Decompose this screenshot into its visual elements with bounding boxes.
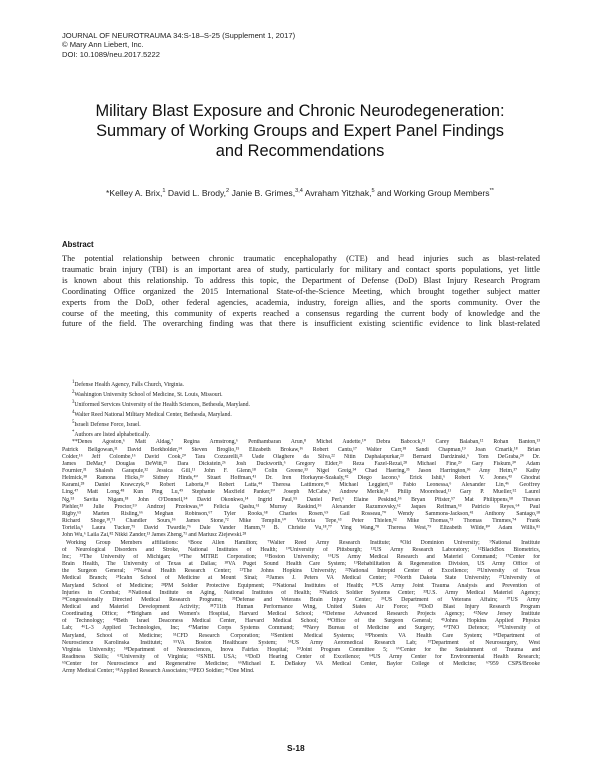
working-group-members-line: Ling,⁴⁷ Matt Long,⁴⁸ Kun Ping Lu,⁴⁹ Stephanie Maxfield Panker,⁵⁰ Joseph McCabe,⁶ Andrew Merkle,⁵¹ Philip Moorehead,¹¹ Gary P. Mueller,⁵² Laurel bbox=[62, 489, 540, 496]
author-name: Kelley A. Brix, bbox=[109, 188, 163, 198]
affiliation-footnote: $^5$Israeli Defense Force, Israel. bbox=[72, 420, 141, 429]
author-affiliation: 2 bbox=[226, 188, 230, 194]
author-affiliation: 5 bbox=[371, 188, 375, 194]
journal-citation: JOURNAL OF NEUROTRAUMA 34:S-18–S-25 (Supplement 1, 2017) bbox=[62, 31, 296, 40]
abstract-line: is known about this relationship. To address this topic, the Department of Defense (DoD) Blast Injury Research Program bbox=[62, 275, 540, 285]
copyright-line: © Mary Ann Liebert, Inc. bbox=[62, 40, 144, 50]
working-group-affiliations-line: Working Group Members affiliations: ⁶Booz Allen Hamilton; ⁷Walter Reed Army Research Institute; ⁸Old Dominion University; ⁹National Institute bbox=[66, 539, 540, 546]
working-group-affiliations-line: Readiness Skills; ⁶¹University of Virginia; ⁶²SNBL USA; ⁶³DoD Hearing Center of Excellence; ⁶⁴US Army Center for Environmental Health Research; bbox=[62, 654, 540, 661]
working-group-affiliations-line: Army Medical Center; ⁶⁸Applied Research Associates; ⁶⁹PEO Soldier; ⁷⁰One Mind. bbox=[62, 668, 255, 675]
working-group-affiliations-line: Virginia University; ⁵⁸Department of Neurosciences, Inova Fairfax Hospital; ⁵⁹Joint Program Committee 5; ⁶⁰Center for the Sustainment of Trauma and bbox=[62, 646, 540, 653]
author-marker: * bbox=[106, 188, 110, 198]
working-group-members-line: Rigby,⁶⁵ Marten Risling,⁶⁶ Meghan Robinson,⁶⁷ Tyler Rooks,⁶⁸ Charles Rosen,⁶⁹ Gail Rosseau,⁷⁰ Wendy Sammons-Jackson,⁴¹ Anthony Santago,¹⁸ bbox=[62, 510, 540, 517]
title-line-2: Summary of Working Groups and Expert Panel Findings bbox=[96, 122, 504, 140]
affiliation-footnote: $^2$Washington University School of Medicine, St. Louis, Missouri. bbox=[72, 390, 223, 398]
doi-line[interactable]: DOI: 10.1089/neu.2017.5222 bbox=[62, 49, 160, 59]
title-line-1: Military Blast Exposure and Chronic Neurodegeneration: bbox=[95, 102, 505, 120]
working-group-affiliations-line: of Technology; ⁴³Beth Israel Deaconess Medical Center, Harvard Medical School; ⁴⁴Office of the Surgeon General; ⁴⁵Johns Hopkins Applied Physics bbox=[62, 618, 540, 625]
author-name: Avraham Yitzhak, bbox=[304, 188, 372, 198]
affiliation-footnote: $^1$Defense Health Agency, Falls Church, Virginia. bbox=[72, 380, 184, 388]
abstract-body bbox=[62, 254, 540, 330]
article-title bbox=[40, 101, 560, 161]
abstract-line: course of the meeting, this community of experts reached a consensus regarding the current body of knowledge and the bbox=[62, 308, 540, 318]
abstract-line: traumatic brain injury (TBI) is an important area of study, particularly for military and contact sports populations, yet little bbox=[62, 264, 540, 274]
working-group-affiliations-line: Lab; ⁴⁶L-3 Applied Technologies, Inc; ⁴⁷Marine Corps Systems Command; ⁴⁸Navy Bureau of Medicine and Surgery; ⁴⁹TNO Defence; ⁵⁰University of bbox=[62, 625, 540, 632]
working-group-members-line: Fournier,³¹ Shalesh Garapule,³² Jessica Gill,¹¹ John F. Glenn,¹⁸ Colin Greene,³³ Nigel Greig,³⁴ Chad Haering,³⁵ Jason Harrington,³⁶ Amy Heim,³⁷ Kathy bbox=[62, 468, 540, 474]
working-group-members-line: Piehler,³³ Julie Proctor,⁵⁹ Andrzej Przekwas,⁶⁰ Felicia Qashu,⁶¹ Murray Raskind,⁵⁶ Alexander Razumovsky,⁶² Jaques Reifman,⁶³ Patricio Reyes,⁶⁴ Paul bbox=[62, 503, 540, 510]
working-group-affiliations-line: of Neurological Disorders and Stroke, National Institutes of Health; ¹⁰University of Pittsburgh; ¹¹US Army Research Laboratory; ¹²BlackBox Biometrics, bbox=[62, 546, 540, 553]
abstract-line: Coordinating Office organized the 2015 International State-of-the-Science Meeting, which brought together subject matter bbox=[62, 286, 540, 296]
abstract-line: future of the field. The overarching finding was that there is insufficient existing scientific evidence to link blast-related bbox=[62, 319, 540, 329]
working-group-affiliations-line: Injuries in Combat; ³¹National Institute on Aging, National Institutes of Health; ³²Natick Soldier Systems Center; ³³U.S. Army Medical Materiel Agency; bbox=[62, 589, 540, 596]
working-group-members-line: James DeMar,⁸ Douglas DeWitt,²⁵ Dara Dickstein,²⁶ Josh Duckworth,⁶ Gregory Elder,²⁶ Reza Fazel-Rezai,²⁸ Michael Fine,²⁹ Gary Fiskum,³⁰ Adam bbox=[62, 460, 540, 467]
working-group-affiliations-line: the Surgeon General; ²⁰Naval Health Research Center; ²¹The Johns Hopkins University; ²²National Intrepid Center of Excellence; ²³University of Texas bbox=[62, 568, 540, 575]
working-group-affiliations-line: ³⁴Congressionally Directed Medical Research Programs; ³⁵Defense and Veterans Brain Injury Center; ³⁶US Department of Veterans Affairs; ³⁷US Army bbox=[62, 596, 540, 603]
journal-header bbox=[62, 31, 362, 59]
working-group-affiliations-line: Maryland School of Medicine; ²⁸PM Soldier Protective Equipment; ²⁹National Institutes of Health; ³⁰US Army Joint Trauma Analysis and Prevention of bbox=[62, 582, 540, 589]
author-name: and Working Group Members bbox=[377, 188, 490, 198]
working-group-members-line: Colder,¹⁶ Jeff Colombe,¹⁶ David Cook,²⁰ Tara Cozzarelli,²¹ Uade Olaghere da Silva,²² Nitin Daphalapurkar,²³ Bernard Dardzinski,⁶ Tom DeGraba,²⁴ Dr. bbox=[62, 453, 540, 460]
working-group-members-line: Tortella,⁶ Laura Tucker,⁷⁵ David Twardle,⁷⁶ Dale Vander Hamm,⁷³ B. Christie Vu,¹⁸,⁷⁷ Ying Wang,⁷⁸ Theresa West,⁷⁹ Elizabeth Wilde,⁸⁰ Adam Willis,⁸¹ bbox=[62, 525, 540, 532]
working-group-members-line: Karami,²⁸ Daniel Krawczyk,¹⁹ Robert Laborta,¹⁸ Robert Latta,⁴⁴ Theresa Lattimore,⁴⁵ Michael Leggieri,¹³ Fabio Leonessa,⁶ Alexander Lin,⁴⁶ Geoffrey bbox=[62, 482, 540, 489]
working-group-affiliations-line: Inc; ¹³The University of Michigan; ¹⁴The MITRE Corporation; ¹⁵Boston University; ¹⁶US Army Medical Research and Materiel Command; ¹⁷Center for bbox=[62, 553, 540, 560]
working-group-members-line: John Wu,⁶ Laila Zai,⁸² Nikki Zander,¹³ James Zheng,⁷¹ and Mariusz Ziejewski.²⁸ bbox=[62, 532, 247, 539]
page-number: S-18 bbox=[287, 743, 305, 753]
author-name: David L. Brody, bbox=[167, 188, 227, 198]
abstract-line: The potential relationship between chronic traumatic encephalopathy (CTE) and head injuries such as blast-related bbox=[62, 254, 540, 263]
working-group-members-line: **Denes Agoston,⁶ Matt Aldag,⁷ Regina Armstrong,⁶ Penthambaran Arun,⁸ Michel Audette,¹⁰ Debra Babcock,¹¹ Carey Balaban,¹² Rohan Banton,¹³ bbox=[72, 439, 540, 446]
working-group-affiliations-line: Coordinating Office; ⁴⁰Brigham and Women's Hospital, Harvard Medical School; ⁴¹Defense Advanced Research Projects Agency; ⁴²New Jersey Institute bbox=[62, 611, 540, 618]
working-group-members-line: Helmick,³⁸ Ramona Hicks,³⁹ Sidney Hinds,⁴⁰ Stuart Hoffman,⁴¹ Dr. Iren Horkayne-Szakaly,⁴² Diego Iacono,⁶ Erick Ishii,⁶ Robert V. Jones,⁴³ Ghodrat bbox=[62, 475, 540, 482]
working-group-members-line: Richard Shoge,¹⁸,⁷¹ Chandler Sours,⁵⁶ James Stone,⁷² Mike Templin,⁶⁰ Victoria Tepe,⁶³ Peter Thielen,⁵² Mike Thomas,⁷³ Thomas Timmes,⁷⁴ Frank bbox=[62, 518, 540, 525]
author-list bbox=[40, 188, 560, 198]
author-name: Janie B. Grimes, bbox=[231, 188, 296, 198]
working-group-affiliations-line: Brain Health, The University of Texas at Dallas; ¹⁸VA Puget Sound Health Care System; ¹⁹Rehabilitation & Regeneration Division, US Army Office of bbox=[62, 561, 540, 568]
working-group-affiliations-line: Medical Branch; ²⁴Icahn School of Medicine at Mount Sinai; ²⁵James J. Peters VA Medical Center; ²⁶North Dakota State University; ²⁷University of bbox=[62, 575, 540, 582]
working-group-affiliations-line: Neuroscience Karolinska Institutet; ⁵⁵VA Boston Healthcare System; ⁵⁶US Army Aeromedical Research Lab; ⁵⁷Department of Neurosurgery, West bbox=[62, 639, 540, 646]
title-line-3: and Recommendations bbox=[215, 142, 385, 160]
abstract-line: experts from the DoD, other federal agencies, academia, industry, foreign allies, and the sports community. Over the bbox=[62, 297, 540, 307]
working-group-affiliations-line: ⁶⁵Center for Neuroscience and Regenerative Medicine; ⁶⁶Michael E. DeBakey VA Medical Center, Baylor College of Medicine; ⁶⁷959 CSPS/Brooke bbox=[62, 661, 540, 668]
working-group-members-line: Patrick Bellgowan,¹¹ David Borkholder,¹⁴ Steven Broglio,¹⁵ Elizabeth Brokaw,¹⁶ Robert Cantu,¹⁷ Walter Carr,¹⁸ Sandi Chapman,¹⁹ Joan Cmarik,¹⁸ Brian bbox=[62, 446, 540, 453]
working-group-affiliations-line: Maryland, School of Medicine; ⁵¹CFD Research Corporation; ⁵²Sentient Medical Systems; ⁵³Phoenix VA Health Care System; ⁵⁴Department of bbox=[62, 632, 540, 639]
author-affiliation: ** bbox=[489, 188, 494, 194]
affiliation-footnote: $^3$Uniformed Services University of the Health Sciences, Bethesda, Maryland. bbox=[72, 400, 250, 409]
authors-note: *Authors are listed alphabetically. bbox=[72, 430, 151, 439]
abstract-heading: Abstract bbox=[62, 240, 94, 249]
footnotes bbox=[62, 379, 540, 676]
working-group-members-line: Ng,⁵³ Savita Nigam,¹⁸ John O'Donnell,⁵⁴ David Okonkwo,¹⁴ Ingrid Paul,⁵⁵ Daniel Perl,⁶ Elaine Peskind,⁵⁶ Bryan Pfister,⁵⁷ Mat Philippens,⁵⁸ Thuvan bbox=[62, 496, 540, 503]
working-group-affiliations-line: Medical and Materiel Development Activity; ³⁸711th Human Performance Wing, United States Air Force; ³⁹DoD Blast Injury Research Program bbox=[62, 603, 540, 610]
affiliation-footnote: $^4$Walter Reed National Military Medical Center, Bethesda, Maryland. bbox=[72, 410, 232, 419]
author-affiliation: 3,4 bbox=[295, 188, 303, 194]
author-affiliation: 1 bbox=[162, 188, 166, 194]
